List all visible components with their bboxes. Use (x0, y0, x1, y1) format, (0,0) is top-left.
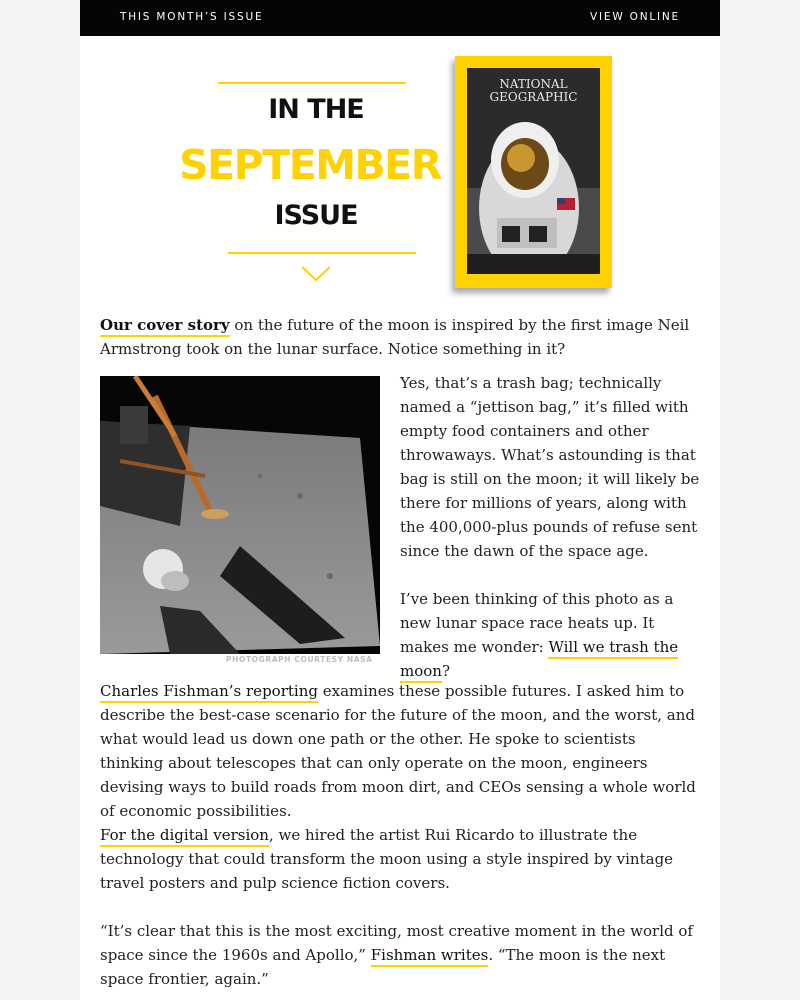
moon-question-paragraph (400, 587, 702, 683)
this-months-issue-link[interactable]: THIS MONTH’S ISSUE (120, 11, 264, 23)
reporting-paragraph (100, 679, 702, 823)
trash-bag-paragraph: Yes, that’s a trash bag; technically named a “jettison bag,” it’s filled with empty food containers and other throwaways. What’s astounding is that bag is still on the moon; it will likely be there for millions of years, along with the 400,000-plus pounds of refuse sent since the dawn of the space age. (400, 374, 700, 560)
magazine-cover[interactable] (455, 56, 612, 288)
moon-question-text: I’ve been thinking of this photo as a new lunar space race heats up. It makes me wonder: (400, 590, 674, 656)
quote-end: . “The moon is the next space frontier, again.” (100, 946, 666, 988)
digital-version-link[interactable]: For the digital version (100, 826, 269, 847)
hero-line-in-the: IN THE (268, 94, 364, 125)
hero-line-september: SEPTEMBER (179, 141, 441, 189)
digital-version-paragraph (100, 823, 702, 895)
email-container (80, 0, 720, 1000)
chevron-down-icon (299, 264, 333, 284)
cover-image (467, 68, 600, 274)
digital-version-text: , we hired the artist Rui Ricardo to illustrate the technology that could transform the moon using a style inspired by vintage travel posters and pulp science fiction covers. (100, 826, 674, 892)
trash-the-moon-link[interactable]: Will we trash the moon (400, 638, 678, 683)
reporting-text: examines these possible futures. I asked him to describe the best-case scenario for the future of the moon, and the worst, and what would lead us down one path or the other. He spoke to scientists thinking about telescopes that can only operate on the moon, engineers devising ways to build roads from moon dirt, and CEOs sensing a whole world of economic possibilities. (100, 682, 696, 820)
moon-photo[interactable] (100, 376, 380, 654)
intro-text: on the future of the moon is inspired by the first image Neil Armstrong took on the lunar surface. Notice something in it? (100, 316, 690, 358)
fishman-writes-link[interactable]: Fishman writes (371, 946, 489, 967)
hero-rule-bottom (228, 252, 416, 254)
photo-credit: PHOTOGRAPH COURTESY NASA (226, 655, 373, 664)
top-bar (80, 0, 720, 36)
cover-story-link[interactable]: Our cover story (100, 316, 230, 337)
fishman-reporting-link[interactable]: Charles Fishman’s reporting (100, 682, 318, 703)
quote-paragraph (100, 919, 702, 991)
lunar-surface-image (100, 376, 380, 654)
view-online-link[interactable]: VIEW ONLINE (590, 11, 680, 23)
cover-title: NATIONAL GEOGRAPHIC (489, 77, 578, 104)
moon-question-end: ? (441, 662, 450, 680)
hero-rule-top (218, 82, 406, 84)
hero-banner[interactable] (80, 36, 720, 306)
intro-paragraph (100, 313, 700, 361)
quote-start: “It’s clear that this is the most exciting, most creative moment in the world of space since the 1960s and Apollo,” (100, 922, 693, 964)
hero-line-issue: ISSUE (274, 200, 358, 231)
